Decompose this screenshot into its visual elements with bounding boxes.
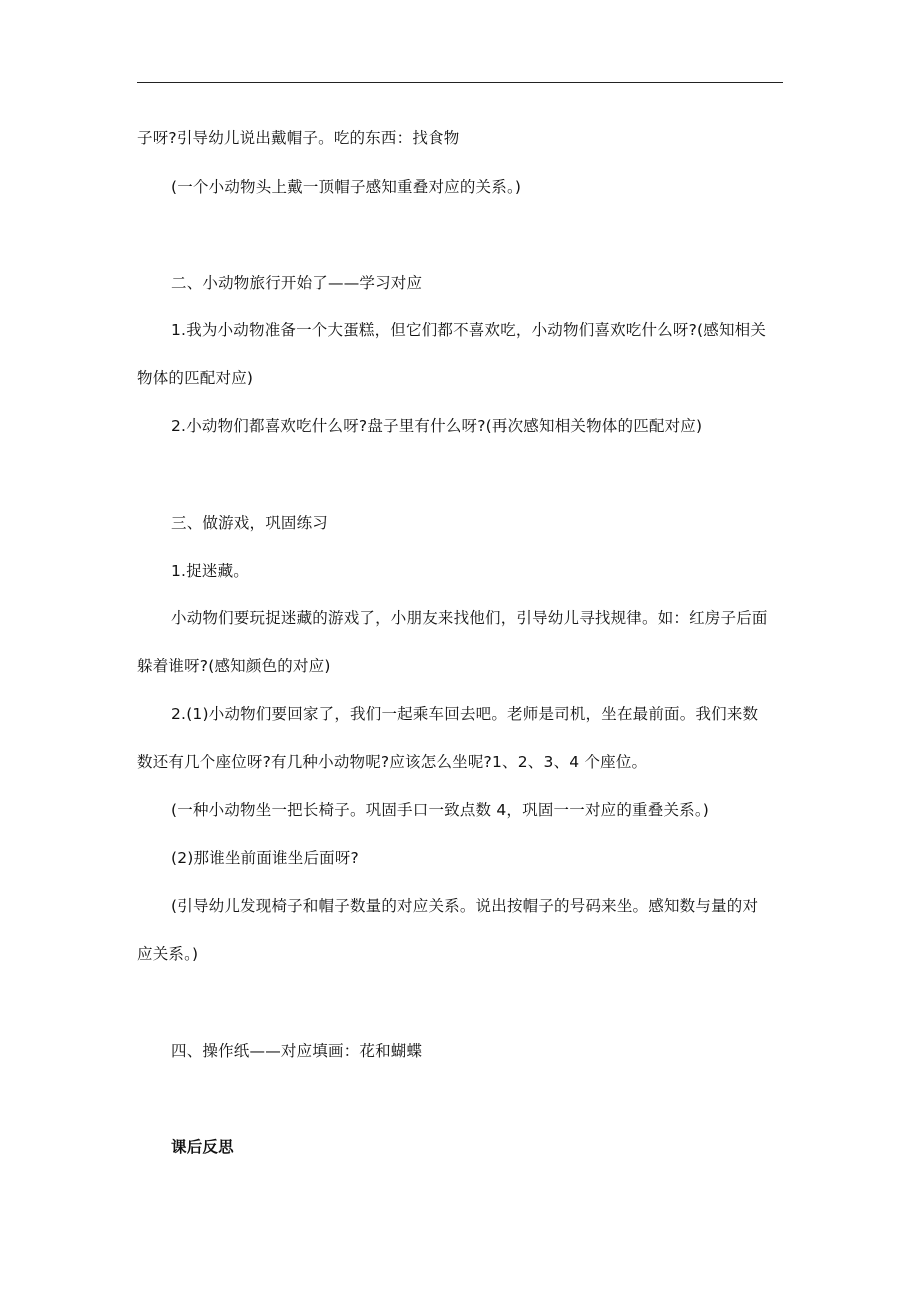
section-heading: 四、操作纸——对应填画：花和蝴蝶 [171,1042,423,1060]
reflection-heading: 课后反思 [171,1138,234,1156]
paragraph-line: 1.我为小动物准备一个大蛋糕，但它们都不喜欢吃，小动物们喜欢吃什么呀?(感知相关 [171,321,767,339]
paragraph-line: (引导幼儿发现椅子和帽子数量的对应关系。说出按帽子的号码来坐。感知数与量的对 [171,897,759,915]
paragraph-line: 小动物们要玩捉迷藏的游戏了，小朋友来找他们，引导幼儿寻找规律。如：红房子后面 [171,609,768,627]
paragraph-line: 应关系。) [137,945,199,963]
section-heading: 三、做游戏，巩固练习 [171,514,329,532]
paragraph-line: 2.(1)小动物们要回家了，我们一起乘车回去吧。老师是司机，坐在最前面。我们来数 [171,705,759,723]
paragraph-line: 子呀?引导幼儿说出戴帽子。吃的东西：找食物 [137,129,460,147]
paragraph-line: 躲着谁呀?(感知颜色的对应) [137,657,331,675]
paragraph-line: 物体的匹配对应) [137,369,254,387]
paragraph-line: (一个小动物头上戴一顶帽子感知重叠对应的关系。) [171,178,522,196]
header-rule [137,82,783,83]
paragraph-line: 2.小动物们都喜欢吃什么呀?盘子里有什么呀?(再次感知相关物体的匹配对应) [171,417,703,435]
paragraph-line: (2)那谁坐前面谁坐后面呀? [171,849,359,867]
paragraph-line: 1.捉迷藏。 [171,562,249,580]
paragraph-line: (一种小动物坐一把长椅子。巩固手口一致点数 4，巩固一一对应的重叠关系。) [171,801,710,819]
paragraph-line: 数还有几个座位呀?有几种小动物呢?应该怎么坐呢?1、2、3、4 个座位。 [137,753,648,771]
section-heading: 二、小动物旅行开始了——学习对应 [171,274,423,292]
